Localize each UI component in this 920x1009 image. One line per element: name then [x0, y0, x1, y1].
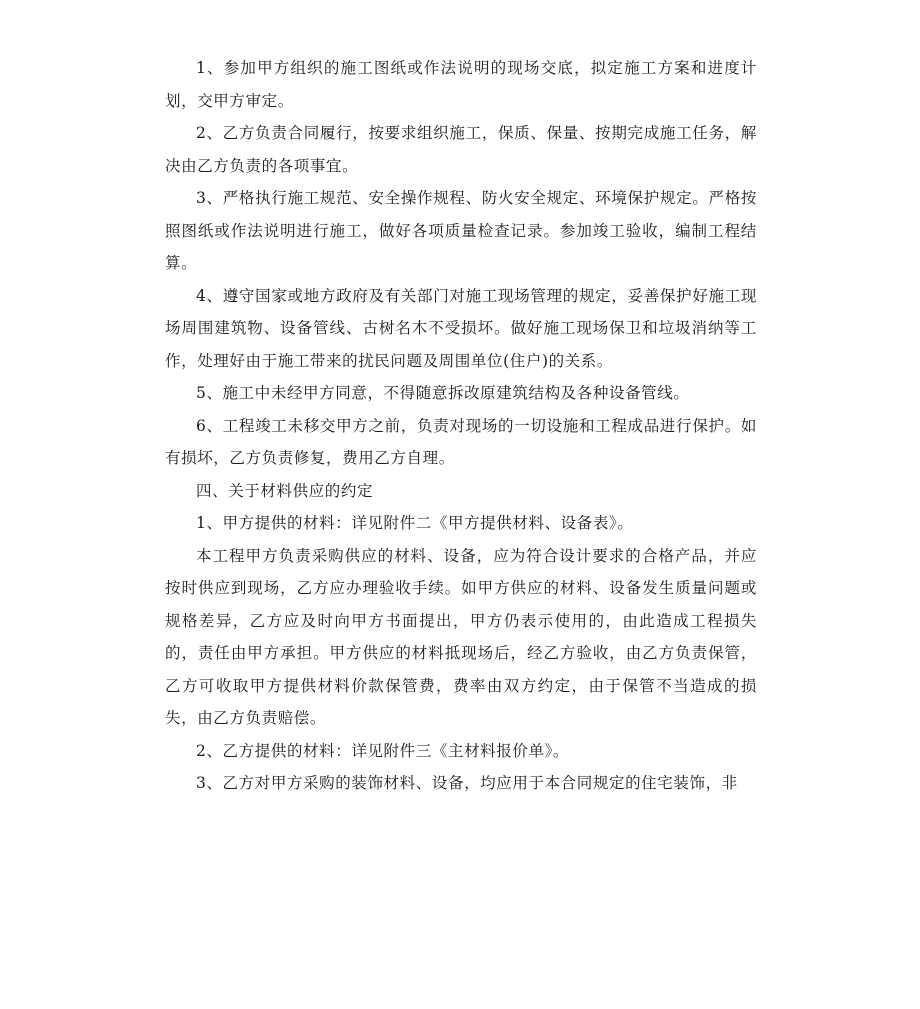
section-heading: 四、关于材料供应的约定: [196, 481, 374, 500]
clause-paragraph: 6、工程竣工未移交甲方之前，负责对现场的一切设施和工程成品进行保护。如有损坏，乙方负责修复，费用乙方自理。: [165, 416, 757, 467]
clause-paragraph: 1、参加甲方组织的施工图纸或作法说明的现场交底，拟定施工方案和进度计划，交甲方审定。: [165, 59, 757, 110]
clause-paragraph: 3、严格执行施工规范、安全操作规程、防火安全规定、环境保护规定。严格按照图纸或作法说明进行施工，做好各项质量检查记录。参加竣工验收，编制工程结算。: [165, 189, 757, 272]
clause-paragraph: 3、乙方对甲方采购的装饰材料、设备，均应用于本合同规定的住宅装饰，非: [196, 774, 738, 792]
clause-paragraph: 本工程甲方负责采购供应的材料、设备，应为符合设计要求的合格产品，并应按时供应到现场，乙方应办理验收手续。如甲方供应的材料、设备发生质量问题或规格差异，乙方应及时向甲方书面提出，甲方仍表示使用的，由此造成工程损失的，责任由甲方承担。甲方供应的材料抵现场后，经乙方验收，由乙方负责保管，乙方可收取甲方提供材料价款保管费，费率由双方约定，由于保管不当造成的损失，由乙方负责赔偿。: [165, 546, 757, 727]
document-body: [165, 52, 757, 800]
clause-paragraph: 1、甲方提供的材料：详见附件二《甲方提供材料、设备表》。: [196, 514, 634, 532]
clause-paragraph: 4、遵守国家或地方政府及有关部门对施工现场管理的规定，妥善保护好施工现场周围建筑物、设备管线、古树名木不受损坏。做好施工现场保卫和垃圾消纳等工作，处理好由于施工带来的扰民问题及周围单位(住户)的关系。: [165, 286, 757, 370]
clause-paragraph: 2、乙方负责合同履行，按要求组织施工，保质、保量、按期完成施工任务，解决由乙方负责的各项事宜。: [165, 124, 757, 175]
clause-paragraph: 5、施工中未经甲方同意，不得随意拆改原建筑结构及各种设备管线。: [196, 384, 690, 402]
clause-paragraph: 2、乙方提供的材料：详见附件三《主材料报价单》。: [196, 741, 570, 760]
